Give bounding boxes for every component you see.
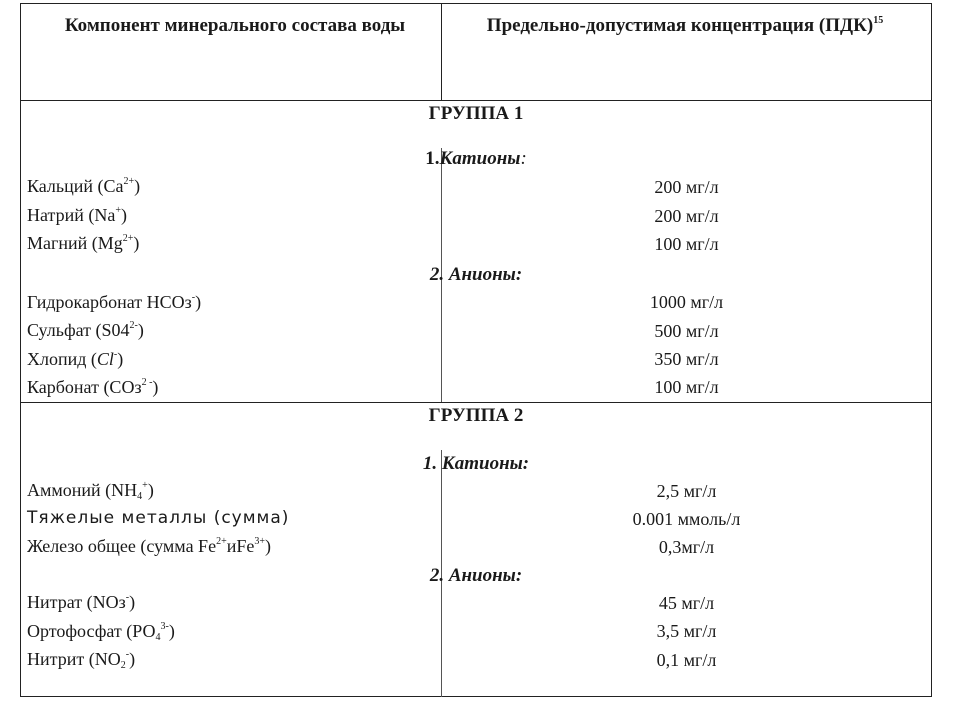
row-name-close: )	[129, 592, 136, 612]
group2-cations-title: 1. Катионы:	[422, 453, 530, 474]
row-name-text: Гидрокарбонат НСОз	[27, 292, 192, 312]
row-name-sup: 2+	[122, 233, 134, 244]
row-value: 500 мг/л	[654, 321, 719, 341]
row-name-close: )	[147, 480, 154, 500]
row-name	[27, 649, 135, 670]
row-name-sub: 2	[120, 660, 126, 671]
row-name-sup: +	[115, 205, 121, 216]
row-name-close: )	[152, 377, 159, 397]
row-name	[27, 349, 123, 370]
row-name: Тяжелые металлы (сумма)	[27, 508, 290, 528]
row-name	[27, 205, 127, 226]
row-value: 350 мг/л	[654, 349, 719, 369]
row-name-close: )	[264, 536, 271, 556]
row-name-text: Нитрат (NOз	[27, 592, 126, 612]
row-name-sup: -	[191, 292, 196, 303]
row-name	[27, 536, 271, 557]
group2-anions-title: 2. Анионы:	[429, 565, 523, 586]
row-value: 1000 мг/л	[649, 292, 724, 312]
row-name	[27, 592, 135, 613]
row-value: 0,1 мг/л	[656, 650, 717, 670]
row-name-sup: 3-	[160, 621, 169, 632]
row-name-sup: -	[125, 649, 130, 660]
row-value: 45 мг/л	[658, 593, 715, 613]
row-name	[27, 377, 158, 398]
row-name-text: Нитрит (NO	[27, 649, 121, 669]
row-name-text: Натрий (Na	[27, 205, 116, 225]
group-divider	[20, 402, 932, 403]
row-name	[27, 176, 140, 197]
row-name-sup: -	[113, 349, 118, 360]
row-name-text: Кальций (Ca	[27, 176, 124, 196]
row-name	[27, 480, 154, 501]
column-header-mpc	[460, 14, 910, 37]
row-name-sup: 2+	[216, 536, 227, 547]
row-name	[27, 292, 201, 313]
row-name-close: )	[121, 205, 127, 225]
group1-anions-title: 2. Анионы:	[429, 264, 523, 285]
group1-cations-title	[20, 148, 932, 170]
row-name-text: Магний (Mg	[27, 233, 123, 253]
row-value: 200 мг/л	[654, 177, 719, 197]
row-name	[27, 233, 139, 254]
row-name-text: Карбонат (СОз	[27, 377, 142, 397]
row-name-sup: 2+	[123, 176, 135, 187]
row-name-text: Хлопид (	[27, 349, 97, 369]
row-name-text: Ортофосфат (РО	[27, 621, 156, 641]
header-column-divider	[441, 3, 442, 100]
row-name-close: )	[134, 176, 141, 196]
group1-title: ГРУППА 1	[428, 103, 524, 124]
row-name-italic: Cl	[96, 349, 114, 369]
row-value: 200 мг/л	[654, 206, 719, 226]
row-value: 3,5 мг/л	[656, 621, 717, 641]
row-name-close: )	[195, 292, 202, 312]
footnote-ref: 15	[873, 15, 884, 26]
row-name-close: )	[117, 349, 124, 369]
row-name	[27, 621, 175, 642]
row-value: 0,3мг/л	[658, 537, 715, 557]
row-name-text: Железо общее (сумма Fe	[27, 536, 217, 556]
column-header-mpc-text: Предельно-допустимая концентрация (ПДК)	[486, 15, 874, 36]
group1-cations-num: 1.	[425, 148, 440, 169]
row-name-sup: 2-	[129, 320, 138, 331]
row-name-sup: +	[142, 480, 148, 491]
header-divider	[20, 100, 932, 101]
row-value: 2,5 мг/л	[656, 481, 717, 501]
row-name-text: Сульфат (S04	[27, 320, 130, 340]
row-name-mid: иFe	[226, 536, 255, 556]
row-name-sub: 4	[137, 491, 143, 502]
row-name-close: )	[168, 621, 175, 641]
row-name-sub: 4	[155, 632, 161, 643]
group1-cations-colon: :	[520, 148, 527, 169]
group1-cations-text: Катионы	[439, 148, 521, 169]
row-value: 0.001 ммоль/л	[632, 509, 741, 529]
row-name-close: )	[129, 649, 136, 669]
row-name-sup: 3+	[254, 536, 265, 547]
row-name-sup: 2 -	[141, 377, 153, 388]
group2-title: ГРУППА 2	[428, 405, 524, 426]
row-name-close: )	[133, 233, 140, 253]
row-name	[27, 320, 144, 341]
row-name-close: )	[137, 320, 144, 340]
row-name-sup: -	[125, 592, 130, 603]
row-value: 100 мг/л	[654, 377, 719, 397]
row-value: 100 мг/л	[654, 234, 719, 254]
column-header-component: Компонент минерального состава воды	[64, 15, 406, 36]
row-name-text: Аммоний (NH	[27, 480, 138, 500]
